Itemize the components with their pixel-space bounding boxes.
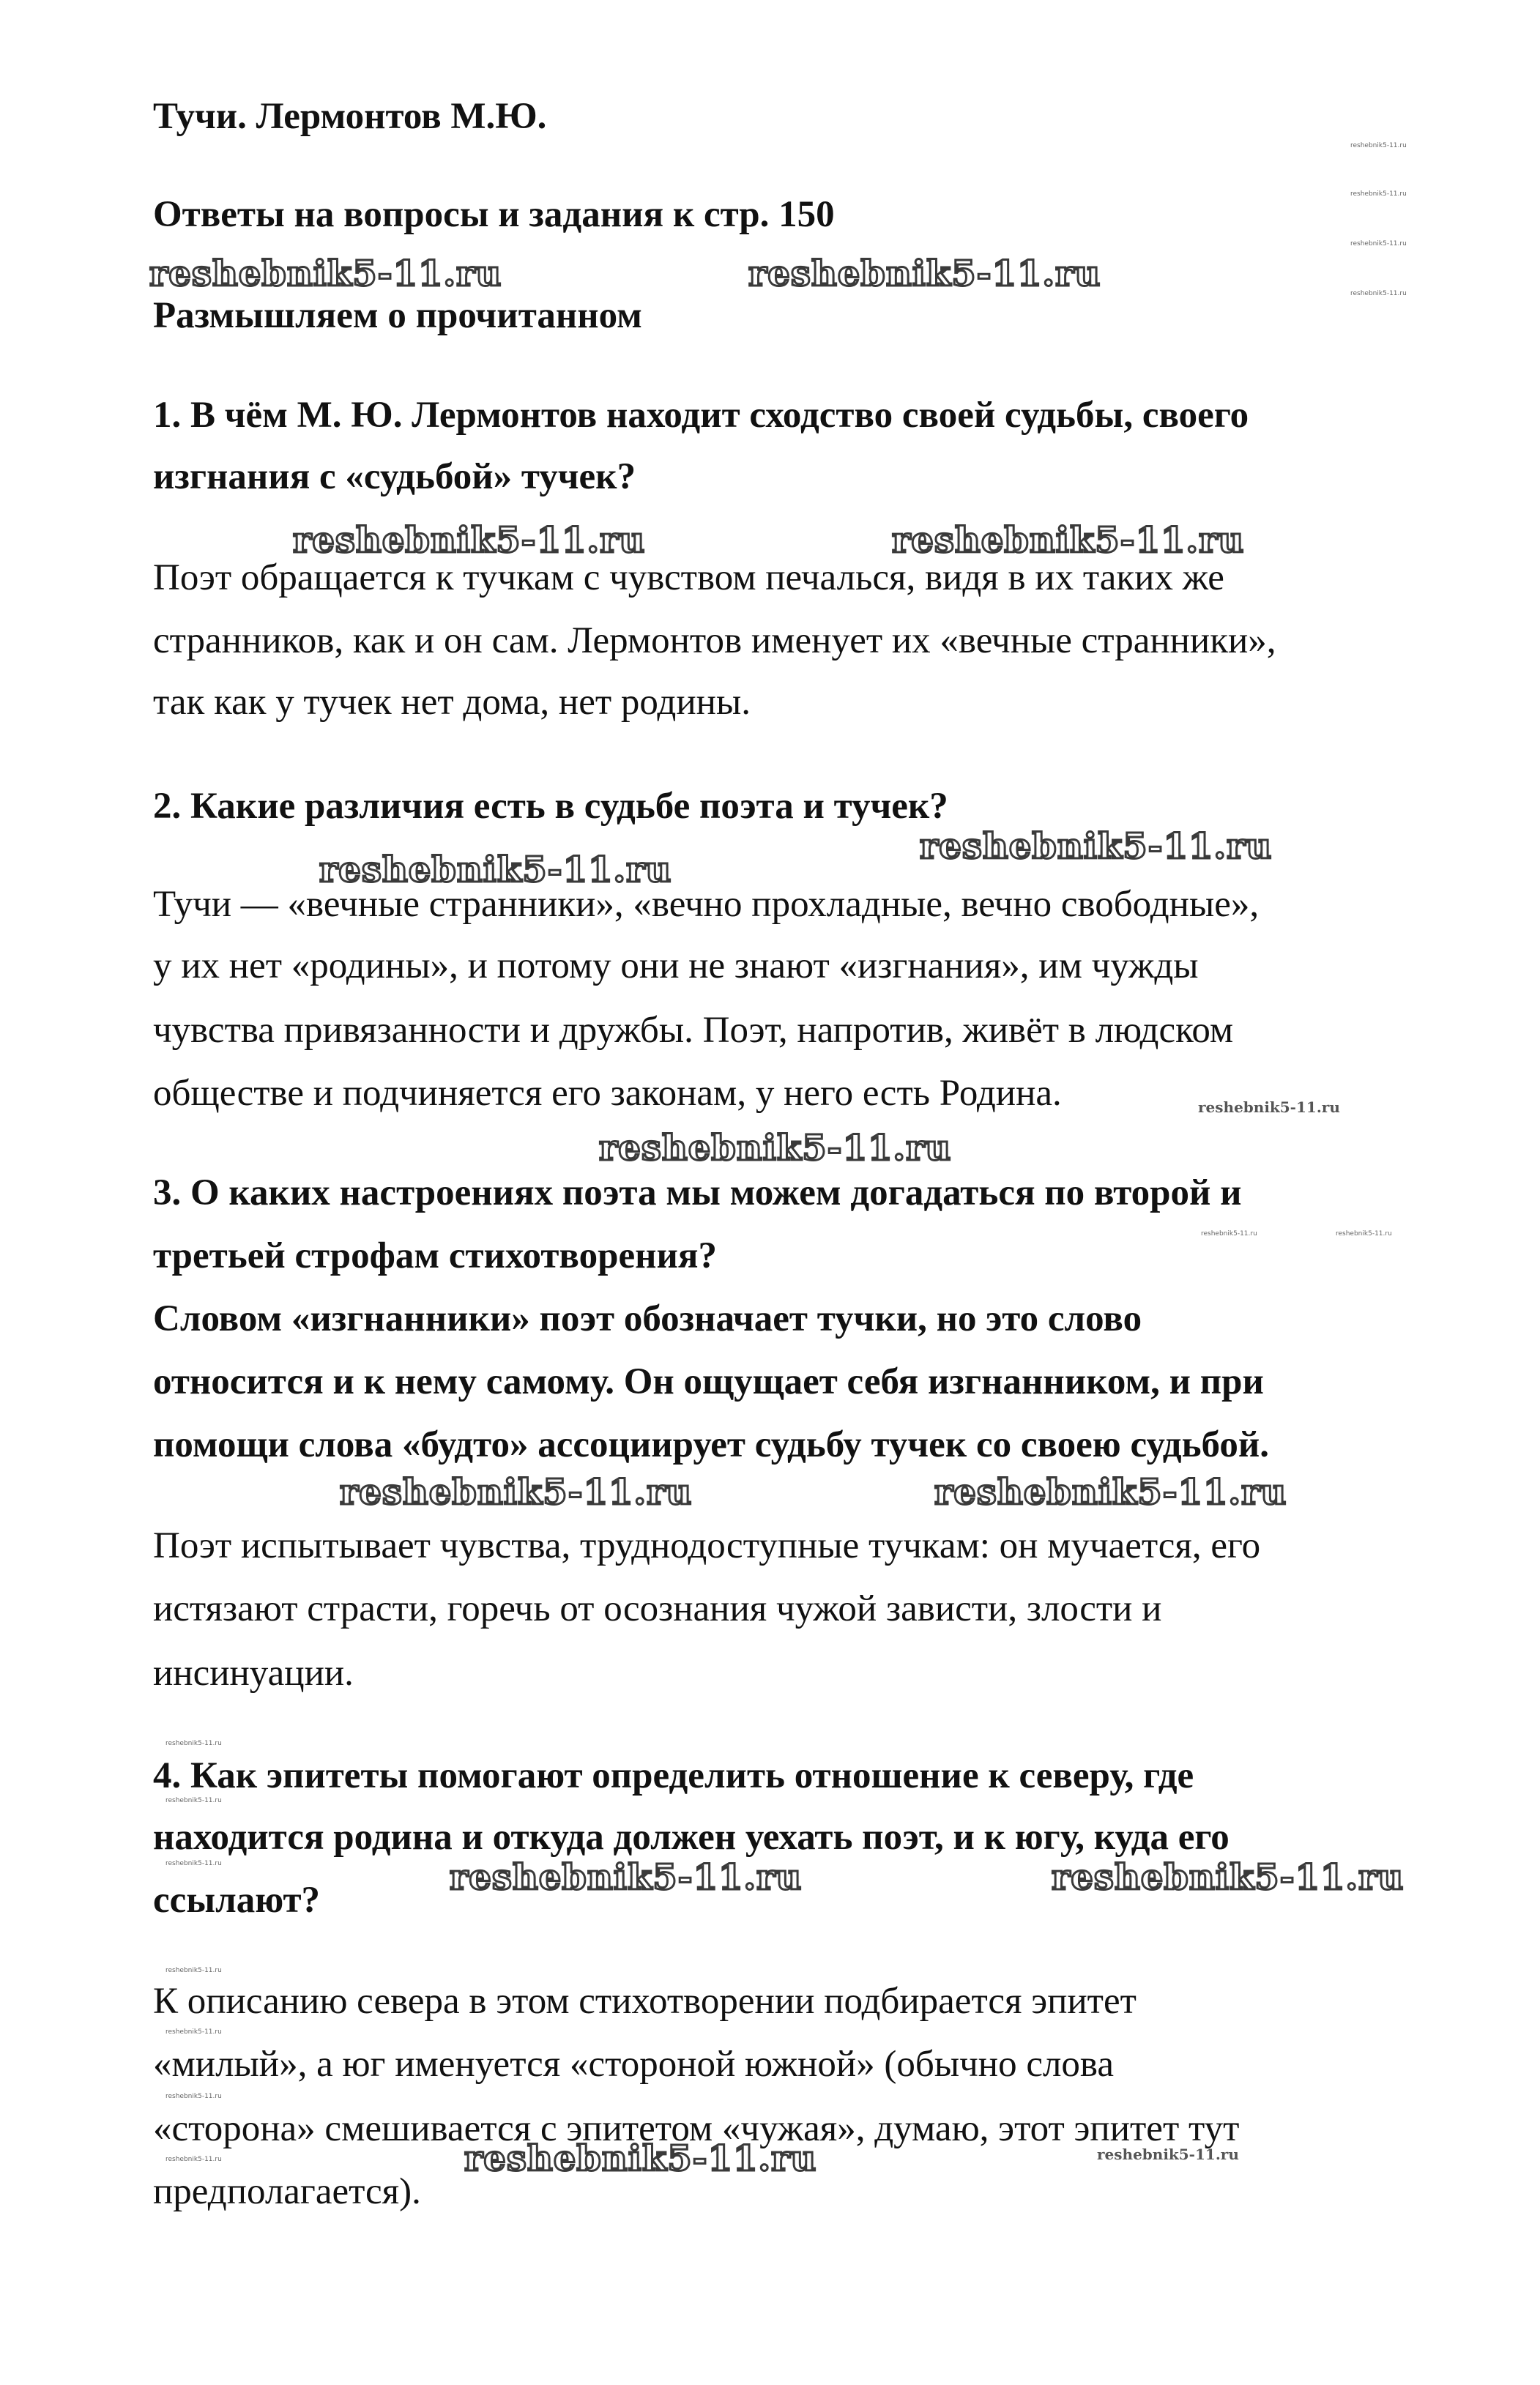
answer-3-line-2: истязают страсти, горечь от осознания чужой зависти, злости и [153,1588,1162,1629]
watermark: reshebnik5-11.ru [748,253,1101,294]
answer-4-line-3: «сторона» смешивается с эпитетом «чужая», думаю, этот эпитет тут [153,2108,1240,2149]
watermark: reshebnik5-11.ru [934,1472,1287,1513]
watermark: reshebnik5-11.ru [450,1857,803,1898]
watermark-tiny: reshebnik5-11.ru [1350,190,1407,198]
section-heading: Размышляем о прочитанном [153,295,642,336]
question-4-line-2: находится родина и откуда должен уехать поэт, и к югу, куда его [153,1817,1230,1858]
watermark-tiny: reshebnik5-11.ru [1336,1230,1392,1238]
watermark: reshebnik5-11.ru [293,520,646,561]
watermark-tiny: reshebnik5-11.ru [165,2028,222,2036]
question-1-line-2: изгнания с «судьбой» тучек? [153,456,636,497]
question-3-line-2: третьей строфам стихотворения? [153,1235,717,1276]
watermark-tiny: reshebnik5-11.ru [165,2156,222,2163]
answer-2-line-1: Тучи — «вечные странники», «вечно прохладные, вечно свободные», [153,884,1260,925]
watermark: reshebnik5-11.ru [1052,1857,1405,1898]
watermark-small: reshebnik5-11.ru [1097,2146,1239,2163]
answer-2-line-3: чувства привязанности и дружбы. Поэт, напротив, живёт в людском [153,1010,1234,1051]
watermark-tiny: reshebnik5-11.ru [1201,1230,1257,1238]
answer-3-line-1: Поэт испытывает чувства, труднодоступные тучкам: он мучается, его [153,1525,1261,1566]
page-title: Тучи. Лермонтов М.Ю. [153,96,547,137]
answer-2-line-2: у их нет «родины», и потому они не знают «изгнания», им чужды [153,945,1199,986]
watermark-tiny: reshebnik5-11.ru [165,1967,222,1974]
question-4-line-1: 4. Как эпитеты помогают определить отношение к северу, где [153,1755,1194,1796]
answer-4-line-2: «милый», а юг именуется «стороной южной» (обычно слова [153,2044,1114,2085]
watermark-tiny: reshebnik5-11.ru [1350,290,1407,297]
page-subtitle: Ответы на вопросы и задания к стр. 150 [153,194,835,235]
watermark: reshebnik5-11.ru [340,1472,693,1513]
answer-3-bold-line-1: Словом «изгнанники» поэт обозначает тучки, но это слово [153,1298,1142,1339]
watermark-tiny: reshebnik5-11.ru [1350,240,1407,248]
answer-2-line-4: обществе и подчиняется его законам, у него есть Родина. [153,1073,1062,1114]
watermark: reshebnik5-11.ru [464,2138,817,2179]
watermark-tiny: reshebnik5-11.ru [165,1797,222,1804]
watermark-tiny: reshebnik5-11.ru [165,2093,222,2100]
question-3-line-1: 3. О каких настроениях поэта мы можем догадаться по второй и [153,1172,1242,1213]
watermark-small: reshebnik5-11.ru [1198,1098,1340,1116]
watermark: reshebnik5-11.ru [319,849,672,890]
watermark-tiny: reshebnik5-11.ru [165,1740,222,1747]
watermark-tiny: reshebnik5-11.ru [165,1860,222,1867]
answer-4-line-1: К описанию севера в этом стихотворении подбирается эпитет [153,1981,1137,2022]
watermark: reshebnik5-11.ru [149,253,502,294]
question-2-line-1: 2. Какие различия есть в судьбе поэта и тучек? [153,786,948,827]
answer-4-line-4: предполагается). [153,2171,421,2212]
answer-1-line-2: странников, как и он сам. Лермонтов именует их «вечные странники», [153,620,1276,661]
answer-3-bold-line-3: помощи слова «будто» ассоциирует судьбу тучек со своею судьбой. [153,1424,1269,1465]
watermark: reshebnik5-11.ru [920,826,1273,867]
answer-1-line-1: Поэт обращается к тучкам с чувством печалься, видя в их таких же [153,557,1224,598]
watermark: reshebnik5-11.ru [892,520,1245,561]
watermark-tiny: reshebnik5-11.ru [1350,142,1407,149]
answer-3-bold-line-2: относится и к нему самому. Он ощущает себя изгнанником, и при [153,1361,1264,1402]
answer-3-line-3: инсинуации. [153,1653,354,1694]
question-1-line-1: 1. В чём М. Ю. Лермонтов находит сходство своей судьбы, своего [153,395,1249,436]
answer-1-line-3: так как у тучек нет дома, нет родины. [153,682,751,723]
question-4-line-3: ссылают? [153,1880,321,1921]
watermark: reshebnik5-11.ru [599,1128,952,1169]
